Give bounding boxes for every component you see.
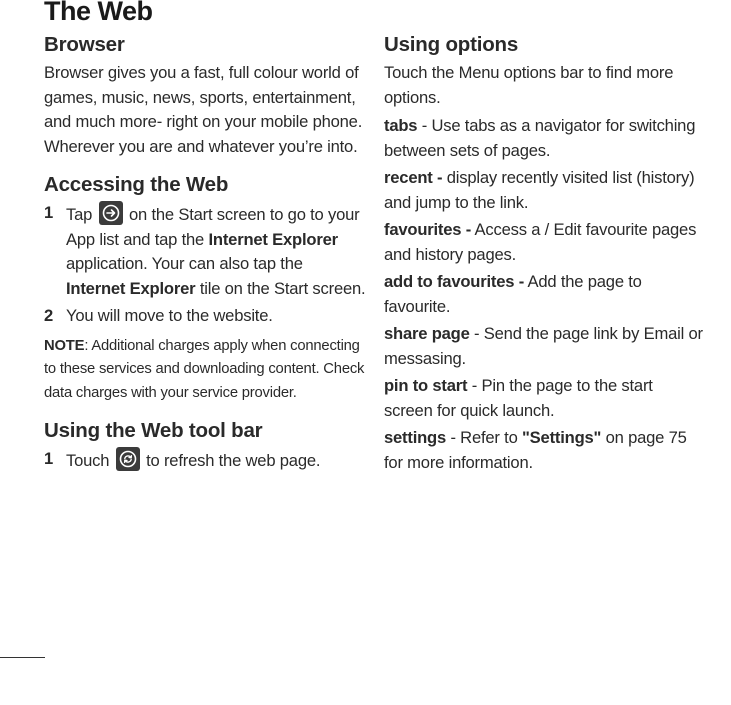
option-desc: on page 75 for more information. (384, 428, 687, 472)
note (44, 335, 366, 406)
accessing-step-1 (44, 201, 366, 301)
accessing-heading: Accessing the Web (44, 173, 229, 196)
step-text-part: tile on the Start screen. (199, 278, 366, 298)
option-desc: display recently visited list (history) and jump to the link. (384, 168, 695, 212)
option-desc: Add the page to favourite. (384, 272, 642, 316)
accessing-step-2 (44, 304, 366, 329)
step-text-part: Touch (66, 451, 110, 470)
option-desc: - Send the page link by Email or messasing. (384, 324, 703, 368)
option-item (384, 114, 704, 163)
app-name: Internet Explorer (208, 229, 338, 249)
arrow-circle-icon (99, 201, 123, 225)
right-column (384, 33, 704, 478)
browser-description: Browser gives you a fast, full colour world of games, music, news, sports, entertainment, and much more- right on your mobile phone. Wherever you are and whatever you’re into. (44, 63, 363, 156)
option-desc: Access a / Edit favourite pages and history pages. (384, 220, 697, 264)
options-list (384, 114, 704, 475)
option-item (384, 166, 704, 215)
step-number: 1 (44, 449, 54, 468)
page-title: The Web (44, 0, 153, 26)
option-item-settings (384, 426, 704, 475)
step-text-part: application. Your can also tap the (66, 254, 303, 273)
option-desc: - Refer to (446, 428, 523, 447)
option-item (384, 270, 704, 319)
left-column (44, 33, 366, 477)
step-text: You will move to the website. (66, 306, 273, 325)
step-text (66, 201, 366, 301)
option-term: add to favourites - (384, 272, 525, 291)
step-text-part: to refresh the web page. (146, 451, 321, 470)
step-text-part: Tap (66, 205, 93, 224)
tile-name: Internet Explorer (66, 278, 196, 298)
step-text-part: on the Start screen to go to your App list and tap the (66, 205, 360, 249)
option-item (384, 374, 704, 423)
note-text: : Additional charges apply when connecting to these services and downloading content. Check data charges with your service provider. (44, 337, 365, 401)
note-label: NOTE (44, 337, 85, 354)
options-heading: Using options (384, 33, 519, 56)
settings-reference: "Settings" (522, 428, 602, 447)
browser-heading: Browser (44, 33, 125, 56)
footer-rule (0, 657, 45, 658)
step-text (66, 447, 366, 474)
step-number: 1 (44, 203, 54, 222)
option-item (384, 218, 704, 267)
option-term: settings (384, 428, 447, 447)
step-number: 2 (44, 306, 54, 325)
options-intro: Touch the Menu options bar to find more options. (384, 63, 674, 107)
refresh-icon (116, 447, 140, 471)
option-term: tabs (384, 116, 418, 135)
option-term: pin to start (384, 376, 468, 395)
option-term: favourites - (384, 220, 472, 239)
option-item (384, 322, 704, 371)
option-desc: - Pin the page to the start screen for quick launch. (384, 376, 653, 420)
option-term: recent - (384, 168, 443, 187)
toolbar-step-1 (44, 447, 366, 474)
option-term: share page (384, 324, 470, 343)
option-desc: - Use tabs as a navigator for switching between sets of pages. (384, 116, 696, 160)
toolbar-heading: Using the Web tool bar (44, 419, 263, 442)
